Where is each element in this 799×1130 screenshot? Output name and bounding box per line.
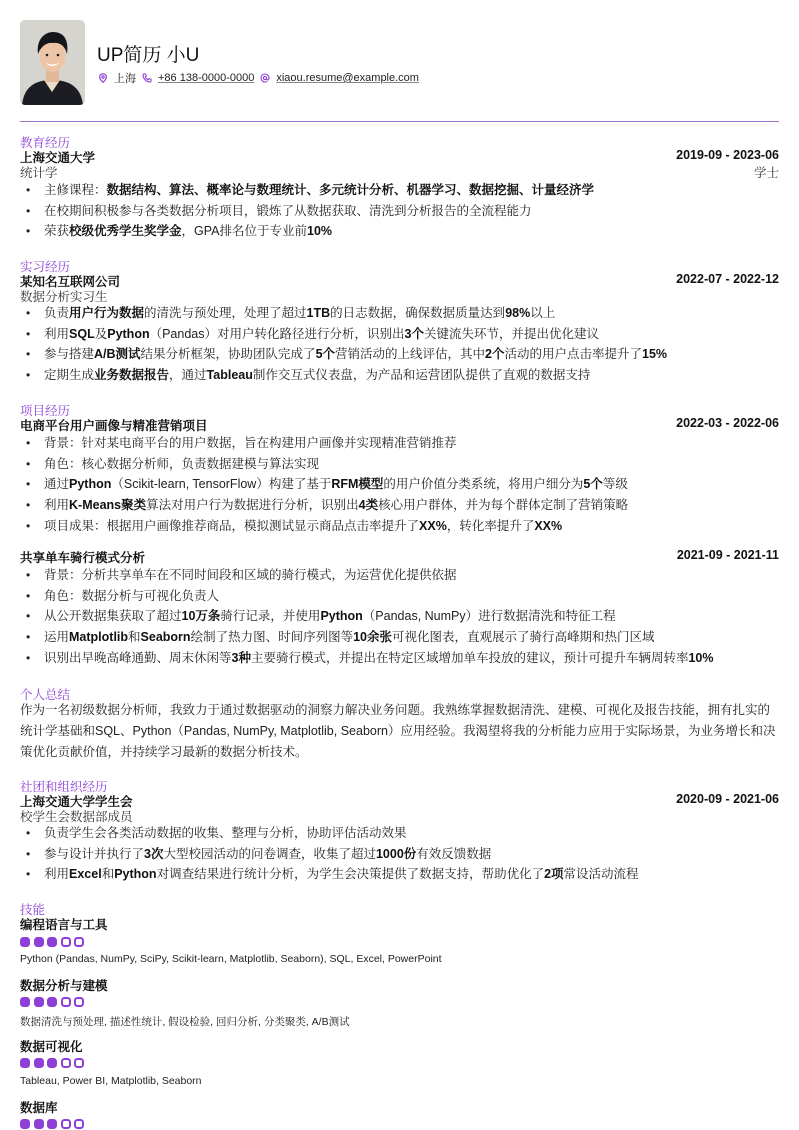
- list-item: • 参与搭建A/B测试结果分析框架，协助团队完成了5个营销活动的上线评估，其中2个活动的用户点击率提升了15%: [20, 344, 780, 365]
- skill-name: 编程语言与工具: [20, 918, 108, 932]
- level-dot-filled: [34, 937, 44, 947]
- major: 统计学: [20, 166, 58, 180]
- level-dot-filled: [47, 997, 57, 1007]
- skill-level-dots: [20, 1119, 84, 1129]
- list-item: • 利用SQL及Python（Pandas）对用户转化路径进行分析，识别出3个关键流失环节，并提出优化建议: [20, 324, 780, 345]
- skill-detail: Python (Pandas, NumPy, SciPy, Scikit-learn, Matplotlib, Seaborn), SQL, Excel, PowerPoint: [20, 953, 442, 965]
- level-dot-empty: [61, 1058, 71, 1068]
- location-text: 上海: [114, 73, 136, 85]
- education-bullets: [20, 180, 780, 242]
- resume-header: [20, 20, 780, 106]
- level-dot-empty: [74, 1058, 84, 1068]
- level-dot-empty: [74, 1119, 84, 1129]
- project-date: 2022-03 - 2022-06: [676, 416, 779, 430]
- level-dot-filled: [34, 1058, 44, 1068]
- email-link[interactable]: xiaou.resume@example.com: [276, 72, 419, 84]
- organization-role: 校学生会数据部成员: [20, 810, 133, 824]
- level-dot-filled: [20, 1058, 30, 1068]
- organization-bullets: [20, 823, 780, 885]
- internship-bullets: [20, 303, 780, 386]
- section-title-summary: 个人总结: [20, 688, 71, 702]
- list-item: • 识别出早晚高峰通勤、周末休闲等3种主要骑行模式，并提出在特定区域增加单车投放的建议，预计可提升车辆周转率10%: [20, 648, 780, 669]
- list-item: • 参与设计并执行了3次大型校园活动的问卷调查，收集了超过1000份有效反馈数据: [20, 844, 780, 865]
- list-item: • 从公开数据集获取了超过10万条骑行记录，并使用Python（Pandas, NumPy）进行数据清洗和特征工程: [20, 606, 780, 627]
- contact-info: [98, 70, 425, 86]
- project-name: 电商平台用户画像与精准营销项目: [20, 419, 208, 433]
- internship-date: 2022-07 - 2022-12: [676, 272, 779, 286]
- project-bullets: [20, 565, 780, 669]
- level-dot-filled: [47, 1058, 57, 1068]
- candidate-name: UP简历 小U: [97, 45, 200, 66]
- summary-text: 作为一名初级数据分析师，我致力于通过数据驱动的洞察力解决业务问题。我熟练掌握数据清洗、建模、可视化及报告技能，拥有扎实的统计学基础和SQL、Python（Pandas, NumPy, Matplotlib, Seaborn）应用经验。我渴望将我的分析能力应用于实际场景，为业务增长和决策优化贡献价值，并持续学习最新的数据分析技术。: [20, 703, 776, 759]
- project-date: 2021-09 - 2021-11: [676, 548, 779, 562]
- list-item: • 利用K-Means聚类算法对用户行为数据进行分析，识别出4类核心用户群体，并为每个群体定制了营销策略: [20, 495, 780, 516]
- list-item: • 负责学生会各类活动数据的收集、整理与分析，协助评估活动效果: [20, 823, 780, 844]
- level-dot-empty: [61, 997, 71, 1007]
- skill-detail: 数据清洗与预处理, 描述性统计, 假设检验, 回归分析, 分类聚类, A/B测试: [20, 1016, 350, 1028]
- list-item: • 项目成果：根据用户画像推荐商品，模拟测试显示商品点击率提升了XX%，转化率提升了XX%: [20, 516, 780, 537]
- email[interactable]: [260, 72, 419, 84]
- school-name: 上海交通大学: [20, 151, 96, 165]
- organization-name: 上海交通大学学生会: [20, 795, 133, 809]
- list-item: • 定期生成业务数据报告，通过Tableau制作交互式仪表盘，为产品和运营团队提供了直观的数据支持: [20, 365, 780, 386]
- project-bullets: [20, 433, 780, 537]
- level-dot-filled: [20, 1119, 30, 1129]
- level-dot-filled: [47, 937, 57, 947]
- level-dot-filled: [20, 997, 30, 1007]
- internship-role: 数据分析实习生: [20, 290, 108, 304]
- skill-name: 数据可视化: [20, 1040, 83, 1054]
- project-name: 共享单车骑行模式分析: [20, 551, 146, 565]
- degree: 学士: [753, 166, 779, 180]
- list-item: • 利用Excel和Python对调查结果进行统计分析，为学生会决策提供了数据支持，帮助优化了2项常设活动流程: [20, 864, 780, 885]
- level-dot-empty: [74, 937, 84, 947]
- education-date: 2019-09 - 2023-06: [676, 148, 779, 162]
- skill-level-dots: [20, 937, 84, 947]
- section-title-internship: 实习经历: [20, 260, 71, 274]
- organization-date: 2020-09 - 2021-06: [676, 792, 779, 806]
- phone-icon: [142, 73, 152, 83]
- company-name: 某知名互联网公司: [20, 275, 121, 289]
- avatar: [20, 20, 85, 105]
- list-item: • 角色：核心数据分析师，负责数据建模与算法实现: [20, 454, 780, 475]
- skill-name: 数据分析与建模: [20, 979, 108, 993]
- section-title-projects: 项目经历: [20, 404, 71, 418]
- list-item: • 在校期间积极参与各类数据分析项目，锻炼了从数据获取、清洗到分析报告的全流程能力: [20, 201, 780, 222]
- profile-photo-icon: [20, 20, 85, 105]
- skill-detail: Tableau, Power BI, Matplotlib, Seaborn: [20, 1075, 202, 1087]
- level-dot-empty: [61, 937, 71, 947]
- list-item: • 背景：针对某电商平台的用户数据，旨在构建用户画像并实现精准营销推荐: [20, 433, 780, 454]
- list-item: • 角色：数据分析与可视化负责人: [20, 586, 780, 607]
- section-title-education: 教育经历: [20, 136, 71, 150]
- location: [98, 70, 136, 86]
- level-dot-filled: [34, 997, 44, 1007]
- skill-name: 数据库: [20, 1101, 58, 1115]
- list-item: • 背景：分析共享单车在不同时间段和区域的骑行模式，为运营优化提供依据: [20, 565, 780, 586]
- header-divider: [20, 121, 779, 122]
- level-dot-filled: [20, 937, 30, 947]
- level-dot-empty: [61, 1119, 71, 1129]
- location-pin-icon: [98, 73, 108, 83]
- list-item: • 主修课程：数据结构、算法、概率论与数理统计、多元统计分析、机器学习、数据挖掘、计量经济学: [20, 180, 780, 201]
- list-item: • 运用Matplotlib和Seaborn绘制了热力图、时间序列图等10余张可视化图表，直观展示了骑行高峰期和热门区域: [20, 627, 780, 648]
- list-item: • 负责用户行为数据的清洗与预处理，处理了超过1TB的日志数据，确保数据质量达到98%以上: [20, 303, 780, 324]
- at-sign-icon: [260, 73, 270, 83]
- phone[interactable]: [142, 72, 254, 84]
- section-title-skills: 技能: [20, 903, 46, 917]
- level-dot-empty: [74, 997, 84, 1007]
- section-title-organization: 社团和组织经历: [20, 780, 108, 794]
- skill-level-dots: [20, 997, 84, 1007]
- list-item: • 荣获校级优秀学生奖学金，GPA排名位于专业前10%: [20, 221, 780, 242]
- level-dot-filled: [47, 1119, 57, 1129]
- level-dot-filled: [34, 1119, 44, 1129]
- list-item: • 通过Python（Scikit-learn, TensorFlow）构建了基于RFM模型的用户价值分类系统，将用户细分为5个等级: [20, 474, 780, 495]
- phone-link[interactable]: +86 138-0000-0000: [158, 72, 255, 84]
- skill-level-dots: [20, 1058, 84, 1068]
